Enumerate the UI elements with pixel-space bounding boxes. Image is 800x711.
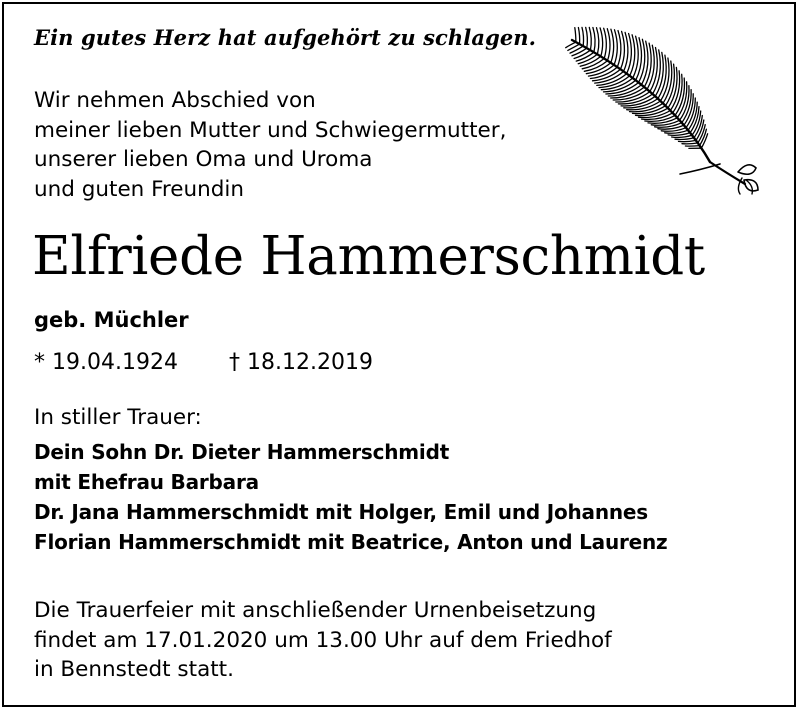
- mourner-line: mit Ehefrau Barbara: [34, 470, 259, 494]
- intro-line: meiner lieben Mutter und Schwiegermutter,: [34, 117, 507, 143]
- birth-name: geb. Müchler: [34, 308, 189, 332]
- mourner-line: Florian Hammerschmidt mit Beatrice, Anton und Laurenz: [34, 530, 668, 554]
- intro-line: unserer lieben Oma und Uroma: [34, 147, 373, 172]
- birth-date: * 19.04.1924: [34, 350, 178, 375]
- feather-icon: [560, 22, 775, 197]
- service-line: Die Trauerfeier mit anschließender Urnenbeisetzung: [34, 598, 597, 623]
- mourners-list: [34, 437, 668, 557]
- service-line: findet am 17.01.2020 um 13.00 Uhr auf dem Friedhof: [34, 627, 612, 653]
- mourners-label: In stiller Trauer:: [34, 405, 202, 430]
- motto: Ein gutes Herz hat aufgehört zu schlagen.: [34, 25, 537, 50]
- death-date: † 18.12.2019: [229, 350, 373, 375]
- intro-line: und guten Freundin: [34, 176, 245, 202]
- mourner-line: Dein Sohn Dr. Dieter Hammerschmidt: [34, 440, 450, 464]
- service-info: [34, 596, 612, 685]
- deceased-name: Elfriede Hammerschmidt: [32, 226, 705, 287]
- intro-line: Wir nehmen Abschied von: [34, 88, 316, 113]
- mourner-line: Dr. Jana Hammerschmidt mit Holger, Emil und Johannes: [34, 500, 648, 524]
- intro-text: [34, 86, 506, 204]
- service-line: in Bennstedt statt.: [34, 657, 234, 682]
